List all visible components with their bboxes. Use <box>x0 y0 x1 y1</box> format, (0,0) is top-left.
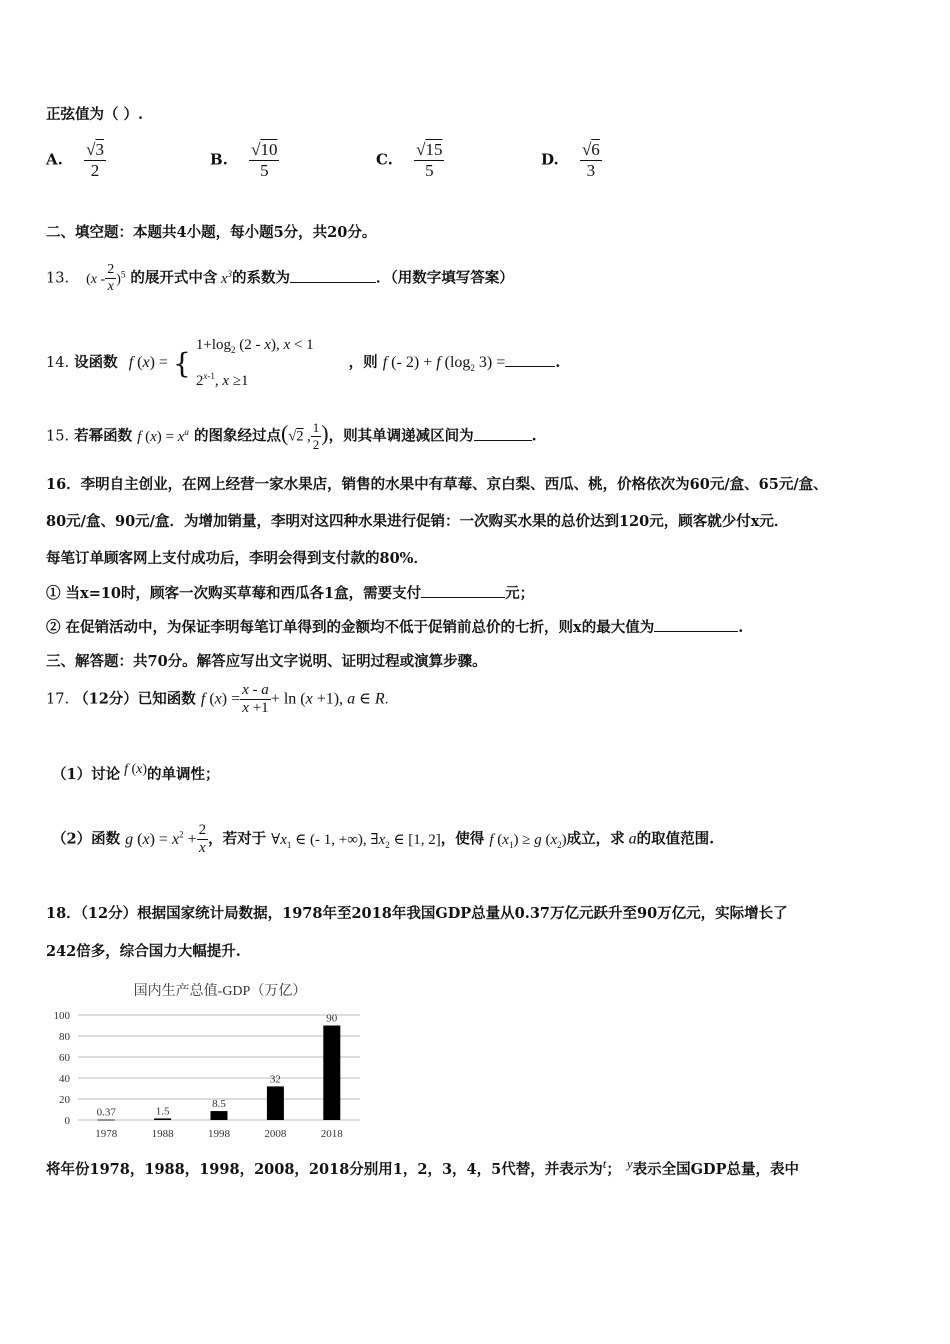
bar-value-label: 8.5 <box>212 1098 226 1111</box>
bar-1978 <box>98 1120 115 1121</box>
q12-tail: 正弦值为（ ）. <box>46 106 144 123</box>
question-18-line2: 242倍多，综合国力大幅提升. <box>46 943 241 960</box>
gdp-bar-chart <box>40 975 370 1145</box>
option-d[interactable]: D. $\frac{√6}{3}$ <box>541 140 600 180</box>
bar-value-label: 32 <box>269 1073 281 1086</box>
y-tick-label: 80 <box>59 1031 70 1043</box>
question-13: 13. (x - $\frac{2}{x}$ )$^5$ 的展开式中含 $x^3$的系数为 ．（用数字填写答案） <box>46 262 514 294</box>
question-18-line3: 将年份1978，1988，1998，2008，2018分别用1，2，3，4，5代替，并表示为t； y表示全国GDP总量，表中 <box>46 1156 800 1178</box>
y-tick-label: 60 <box>59 1052 70 1064</box>
x-tick-label: 1998 <box>208 1128 230 1140</box>
question-17-part1: （1）讨论 f (x)的单调性； <box>52 762 220 783</box>
y-tick-label: 40 <box>59 1073 70 1085</box>
question-16-sub2: ② 在促销活动中，为保证李明每笔订单得到的金额均不低于促销前总价的七折，则x的最大值为 . <box>46 619 744 636</box>
question-17: 17. （12分）已知函数 f (x) = $\frac{x - a}{x +1}$ + ln (x +1), a ∈ R. <box>46 682 389 716</box>
bar-value-label: 0.37 <box>96 1106 116 1119</box>
y-tick-label: 20 <box>59 1094 70 1106</box>
x-tick-label: 2018 <box>320 1128 343 1140</box>
question-16-sub1: ① 当x=10时，顾客一次购买草莓和西瓜各1盒，需要支付 元； <box>46 585 535 602</box>
bar-1998 <box>211 1111 228 1120</box>
option-a[interactable]: A. $\frac{√3}{2}$ <box>46 140 104 180</box>
bar-1988 <box>154 1118 171 1120</box>
question-18-line1: 18．（12分）根据国家统计局数据，1978年至2018年我国GDP总量从0.37万亿元跃升至90万亿元，实际增长了 <box>46 905 788 922</box>
question-17-part2: （2）函数 g $(x) = x^2$ + $\frac{2}{x}$ ，若对于 $\forall x_1$ ∈ (- 1, +∞), $\exists x_2$ ∈ [1, 2]，使得 f $(x_1) \ge g$ $(x_2)$成立，求 a的取值范围. <box>52 822 715 856</box>
bar-value-label: 90 <box>326 1012 338 1025</box>
question-16-line2: 80元/盒、90元/盒．为增加销量，李明对这四种水果进行促销：一次购买水果的总价达到120元，顾客就少付x元． <box>46 513 789 530</box>
question-16-line1: 16．李明自主创业，在网上经营一家水果店，销售的水果中有草莓、京白梨、西瓜、桃，价格依次为60元/盒、65元/盒、 <box>46 476 828 493</box>
section3-heading: 三、解答题：共70分。解答应写出文字说明、证明过程或演算步骤。 <box>46 653 487 670</box>
x-tick-label: 1978 <box>95 1128 118 1140</box>
question-15: 15. 若幂函数 f $(x) = x^a$ 的图象经过点(√2 , $\frac{1}{2}$ )，则其单调递减区间为 . <box>46 420 537 452</box>
x-tick-label: 1988 <box>151 1128 174 1140</box>
chart-title: 国内生产总值-GDP（万亿） <box>133 984 307 999</box>
section2-heading: 二、填空题：本题共4小题，每小题5分，共20分。 <box>46 224 377 241</box>
bar-2018 <box>323 1026 340 1121</box>
option-c[interactable]: C. $\frac{√15}{5}$ <box>376 140 443 180</box>
question-16-line3: 每笔订单顾客网上支付成功后，李明会得到支付款的80%． <box>46 550 428 567</box>
bar-value-label: 1.5 <box>155 1105 170 1118</box>
y-tick-label: 0 <box>64 1115 70 1127</box>
x-tick-label: 2008 <box>264 1128 287 1140</box>
option-b[interactable]: B. $\frac{√10}{5}$ <box>210 140 278 180</box>
y-tick-label: 100 <box>53 1010 70 1022</box>
question-14: 14. 设函数 f (x) = { $1+\log_2$ (2 - x), x < 1 2$^{x-1}$, x ≥1 ，则 f (- 2) + f ($\log_2$ 3) = . <box>46 337 561 389</box>
bar-2008 <box>267 1086 284 1120</box>
